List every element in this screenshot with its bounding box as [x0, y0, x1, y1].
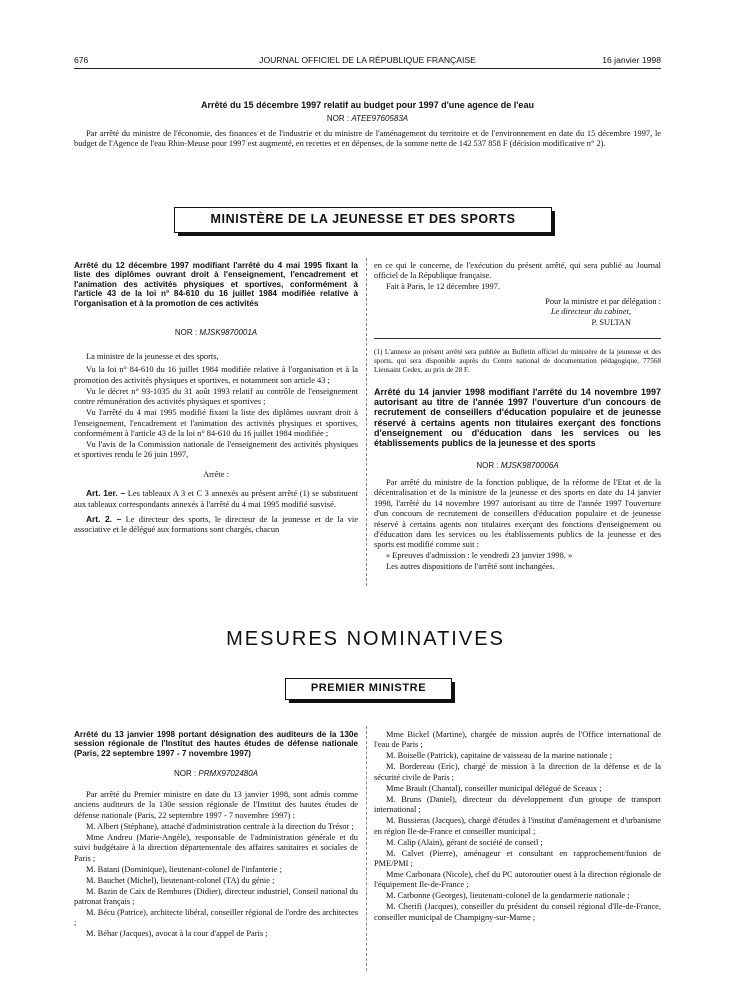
top-decree-nor — [74, 114, 661, 123]
right-decree-body — [374, 478, 661, 573]
top-decree-body — [74, 129, 661, 150]
premier-ministre-heading-text: PREMIER MINISTRE — [310, 682, 427, 694]
list-item: M. Cherifi (Jacques), conseiller du président du conseil régional d'Ile-de-France, conseiller municipal de Champigny-sur-Marne ; — [374, 902, 661, 922]
list-item: M. Bauchet (Michel), lieutenant-colonel (TA) du génie ; — [86, 875, 275, 885]
paragraph: en ce qui le concerne, de l'exécution du présent arrêté, qui sera publié au Journal officiel de la République française. — [374, 261, 661, 281]
paragraph: Par arrêté du Premier ministre en date du 13 janvier 1998, sont admis comme anciens auditeurs de la 130e session régionale de l'Institut des hautes études de défense nationale (Paris, 22 septembre 1997 - 7 novembre 1997) : — [74, 790, 358, 820]
premier-ministre-heading — [285, 678, 452, 700]
list-item: M. Batani (Dominique), lieutenant-colonel de l'infanterie ; — [86, 864, 282, 874]
bottom-decree-body — [74, 790, 358, 940]
list-item: M. Albert (Stéphane), attaché d'administration centrale à la direction du Trésor ; — [86, 821, 354, 831]
left-decree-nor — [74, 328, 358, 337]
article-1-text: Les tableaux A 3 et C 3 annexés au présent arrêté (1) se substituent aux tableaux correspondants annexés à l'arrêté du 4 mai 1995 modifié susvisé. — [74, 489, 358, 509]
right-decree-nor — [374, 461, 661, 470]
column-separator — [366, 258, 367, 586]
nor-label: NOR : — [173, 769, 199, 778]
running-header — [74, 55, 661, 69]
nor-code: PRMX9702480A — [198, 769, 259, 778]
ministry-heading — [174, 207, 552, 233]
list-item: M. Béhar (Jacques), avocat à la cour d'appel de Paris ; — [86, 929, 268, 939]
list-item: M. Boiselle (Patrick), capitaine de vaisseau de la marine nationale ; — [386, 751, 613, 761]
paragraph: Vu le décret n° 93-1035 du 31 août 1993 relatif au contrôle de l'enseignement contre rémunération des activités physiques et sportives ; — [74, 386, 358, 407]
list-item: M. Bruns (Daniel), directeur du développement d'un groupe de transport international ; — [374, 794, 661, 815]
page-number: 676 — [74, 55, 89, 65]
list-item: M. Bécu (Patrice), architecte libéral, conseiller régional de l'ordre des architectes ; — [74, 908, 358, 928]
header-rule — [74, 68, 661, 69]
nor-label: NOR : — [174, 328, 200, 337]
paragraph: Vu l'arrêté du 4 mai 1995 modifié fixant la liste des diplômes ouvrant droit à l'enseignement, l'encadrement et l'animation des activités physiques et sportives, conformément à l'article 43 de la loi n° 84-610 du 16 juillet 1984 modifiée ; — [74, 408, 358, 439]
article-2-label: Art. 2. – — [86, 514, 122, 525]
bottom-decree-title: Arrêté du 13 janvier 1998 portant désignation des auditeurs de la 130e session régionale de l'Institut des hautes études de défense nationale (Paris, 22 septembre 1997 - 7 novembre 1997) — [74, 730, 358, 758]
list-item: M. Carbonne (Georges), lieutenant-colonel de la gendarmerie nationale ; — [386, 891, 630, 901]
nor-code: MJSK9870001A — [199, 328, 258, 337]
signature-line: Pour la ministre et par délégation : — [545, 297, 661, 306]
bottom-right-list — [374, 730, 661, 924]
list-item: M. Calvet (Pierre), aménageur et consultant en rapprochement/fusion de PME/PMI ; — [374, 848, 661, 869]
list-item: Mme Andreu (Marie-Angèle), responsable de l'administration générale et du suivi budgétaire à la direction départementale des affaires sanitaires et sociales de Paris ; — [74, 832, 358, 863]
nor-code: ATEE9760583A — [351, 114, 409, 123]
paragraph: Par arrêté du ministre de la fonction publique, de la réforme de l'Etat et de la décentralisation et de la ministre de la jeunesse et des sports en date du 14 janvier 1998, l'arrêté du 14 novembre 1997 autorisant au titre de l'année 1997 l'ouverture d'un concours de recrutement de conseillers d'éducation populaire et de jeunesse réservé à certains agents non titulaires exerçant des fonctions d'enseignement ou d'éducation dans les services ou les établissements publics de la jeunesse et des sports est modifié comme suit : — [374, 478, 661, 550]
signatory-name: P. SULTAN — [591, 317, 631, 327]
paragraph: Vu la loi n° 84-610 du 16 juillet 1984 modifiée relative à l'organisation et à la promotion des activités physiques et sportives, et notamment son article 43 ; — [74, 365, 358, 385]
article-1 — [74, 488, 358, 510]
paragraph: La ministre de la jeunesse et des sports, — [86, 352, 219, 361]
footnote-rule — [374, 338, 661, 339]
left-decree-body — [74, 352, 358, 536]
list-item: Mme Bickel (Martine), chargée de mission auprès de l'Office international de l'eau de Paris ; — [374, 730, 661, 750]
journal-title: JOURNAL OFFICIEL DE LA RÉPUBLIQUE FRANÇAISE — [259, 55, 476, 65]
nor-code: MJSK9870006A — [500, 461, 559, 470]
signature-block — [374, 297, 661, 328]
paragraph: Par arrêté du ministre de l'économie, des finances et de l'industrie et du ministre de l'aménagement du territoire et de l'environnement en date du 15 décembre 1997, le budget de l'Agence de l'eau Rhin-Meuse pour 1997 est augmenté, en recettes et en dépenses, de la somme nette de 142 537 858 F (décision modificative n° 2). — [74, 129, 661, 149]
issue-date: 16 janvier 1998 — [602, 55, 661, 65]
right-decree-title: Arrêté du 14 janvier 1998 modifiant l'arrêté du 14 novembre 1997 autorisant au titre de l'année 1997 l'ouverture d'un concours de recrutement de conseillers d'éducation populaire et de jeunesse réservé à certains agents non titulaires exerçant des fonctions d'enseignement ou d'éducation dans les services ou les établissements publics de la jeunesse et des sports — [374, 387, 661, 449]
article-1-label: Art. 1er. – — [86, 488, 126, 499]
list-item: M. Bordereau (Eric), chargé de mission à la direction de la défense et de la sécurité civile de Paris ; — [374, 762, 661, 782]
article-2-text: Le directeur des sports, le directeur de la jeunesse et de la vie associative et le délégué aux formations sont chargés, chacun — [74, 515, 358, 535]
paragraph: Les autres dispositions de l'arrêté sont inchangées. — [386, 562, 555, 572]
arrete-label: Arrête : — [203, 469, 229, 479]
article-2 — [74, 514, 358, 536]
paragraph: « Epreuves d'admission : le vendredi 23 janvier 1998. » — [386, 551, 573, 561]
list-item: M. Calip (Alain), gérant de société de conseil ; — [386, 837, 543, 847]
list-item: Mme Carbonara (Nicole), chef du PC autoroutier ouest à la direction régionale de l'équipement Ile-de-France ; — [374, 870, 661, 890]
column-separator — [366, 726, 367, 971]
left-decree-continuation — [374, 261, 661, 293]
section-heading: MESURES NOMINATIVES — [226, 628, 505, 650]
list-item: M. Bazin de Caix de Rembures (Didier), directeur industriel, Conseil national du patronat français ; — [74, 886, 358, 907]
place-date: Fait à Paris, le 12 décembre 1997. — [386, 282, 500, 292]
list-item: Mme Brault (Chantal), conseiller municipal délégué de Sceaux ; — [386, 783, 602, 793]
list-item: M. Bussieras (Jacques), chargé d'études à l'institut d'aménagement et d'urbanisme en région Ile-de-France et conseiller municipal ; — [374, 816, 661, 836]
footnote: (1) L'annexe au présent arrêté sera publiée au Bulletin officiel du ministère de la jeunesse et des sports, qui sera disponible auprès du Centre national de documentation pédagogique, 77568 Lieusaint Cedex, au prix de 28 F. — [374, 348, 661, 374]
signature-role: Le directeur du cabinet, — [550, 307, 631, 317]
nor-label: NOR : — [476, 461, 501, 470]
top-decree-title: Arrêté du 15 décembre 1997 relatif au budget pour 1997 d'une agence de l'eau — [201, 100, 534, 110]
left-decree-title: Arrêté du 12 décembre 1997 modifiant l'arrêté du 4 mai 1995 fixant la liste des diplômes ouvrant droit à l'enseignement, l'encadrement et l'animation des activités physiques et sportives, conformément à l'article 43 de la loi n° 84-610 du 16 juillet 1984 modifiée relative à l'organisation et à la promotion de ces activités — [74, 261, 358, 308]
nor-label: NOR : — [326, 114, 352, 123]
ministry-heading-text: MINISTÈRE DE LA JEUNESSE ET DES SPORTS — [210, 212, 516, 226]
bottom-decree-nor — [74, 769, 358, 778]
paragraph: Vu l'avis de la Commission nationale de l'enseignement des activités physiques et sportives rendu le 26 juin 1997, — [74, 440, 358, 460]
